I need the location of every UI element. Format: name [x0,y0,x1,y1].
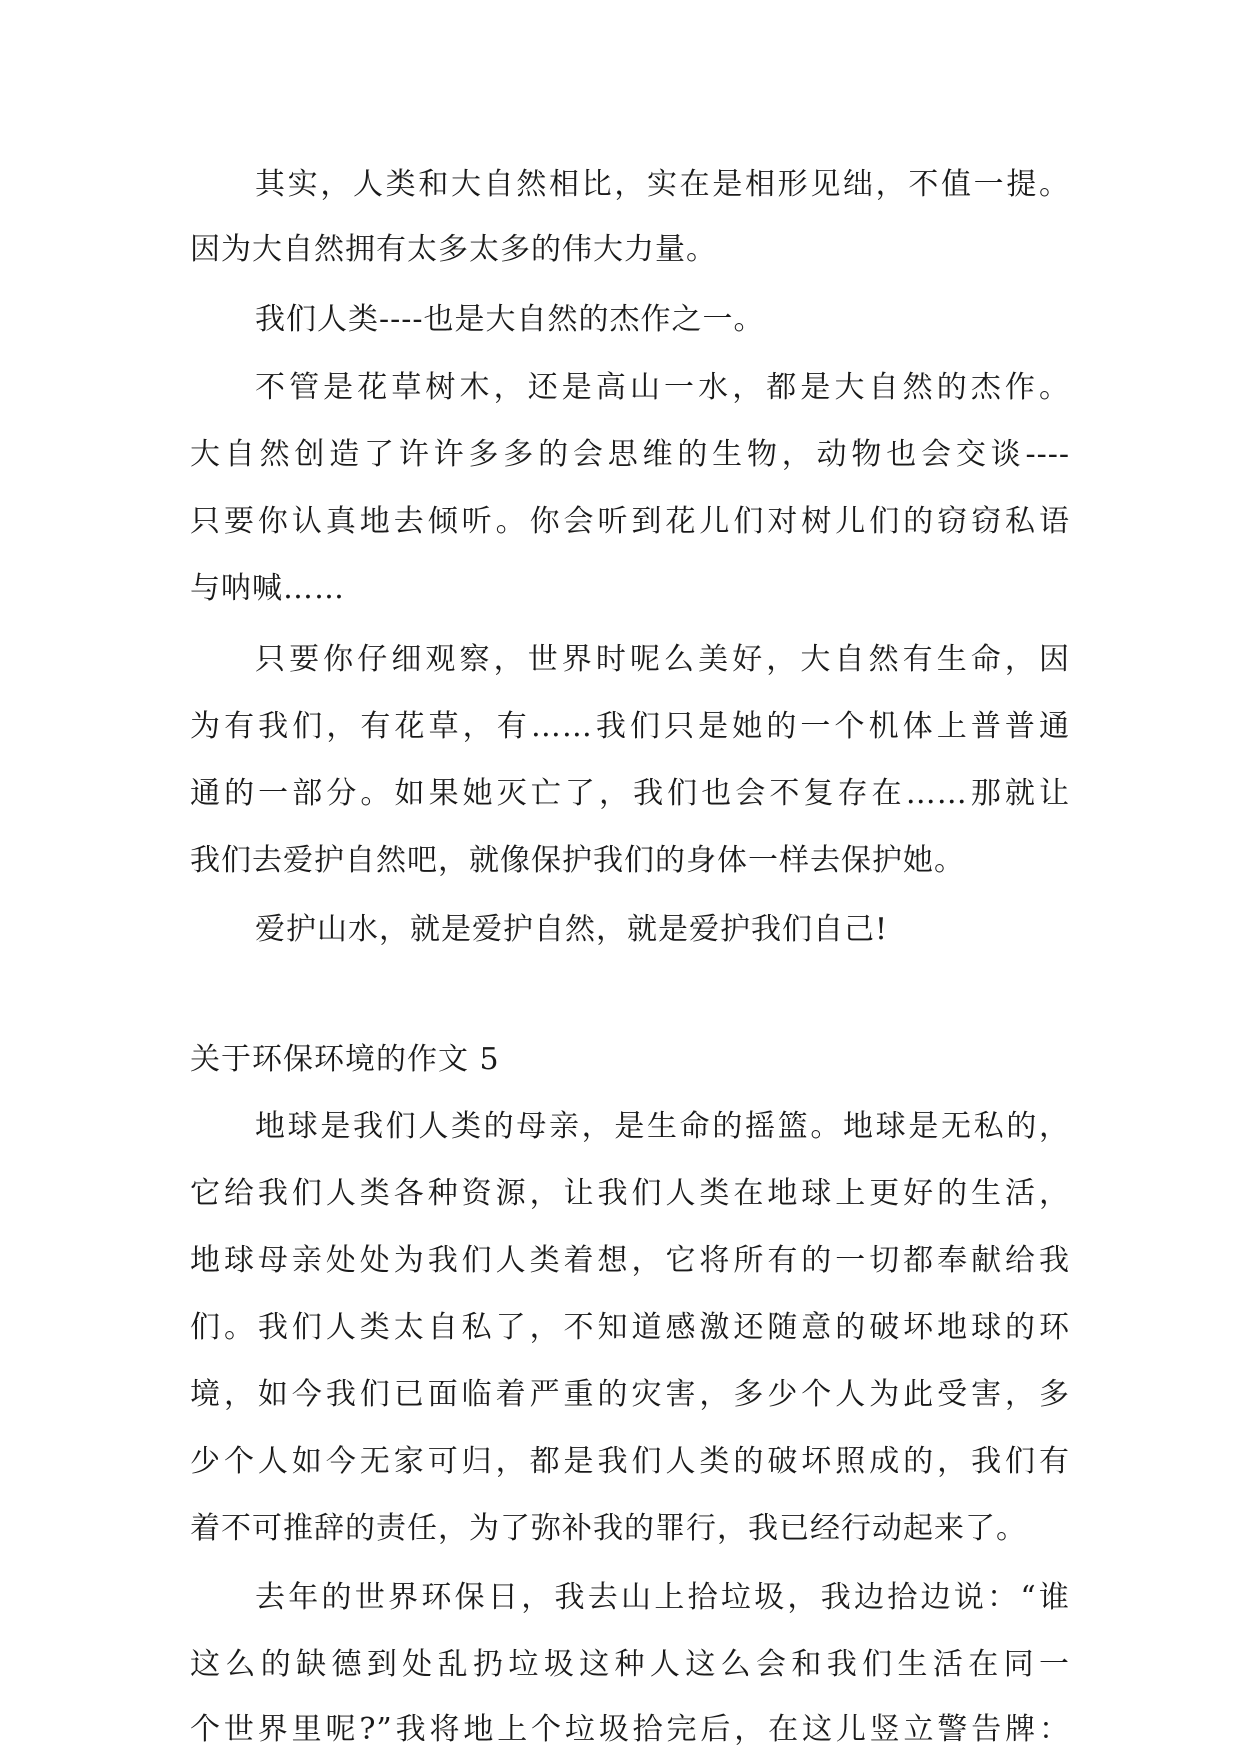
paragraph-line: 我们去爱护自然吧，就像保护我们的身体一样去保护她。 [190,843,965,878]
paragraph-line: 着不可推辞的责任，为了弥补我的罪行，我已经行动起来了。 [190,1511,1027,1546]
paragraph-line: 这么的缺德到处乱扔垃圾这种人这么会和我们生活在同一 [190,1647,1070,1682]
paragraph-line: 为有我们，有花草，有……我们只是她的一个机体上普普通 [190,709,1070,744]
paragraph-line: 它给我们人类各种资源，让我们人类在地球上更好的生活， [190,1176,1070,1211]
paragraph-line: 爱护山水，就是爱护自然，就是爱护我们自己! [255,912,889,947]
paragraph-line: 境，如今我们已面临着严重的灾害，多少个人为此受害，多 [190,1377,1070,1412]
paragraph-line: 地球是我们人类的母亲，是生命的摇篮。地球是无私的， [255,1109,1070,1144]
paragraph-line: 大自然创造了许许多多的会思维的生物，动物也会交谈---- [190,437,1070,472]
paragraph-line: 少个人如今无家可归，都是我们人类的破坏照成的，我们有 [190,1444,1070,1479]
paragraph-line: 只要你仔细观察，世界时呢么美好，大自然有生命，因 [255,642,1070,677]
paragraph-line: 我们人类----也是大自然的杰作之一。 [255,302,765,337]
section-heading: 关于环保环境的作文 5 [190,1042,500,1077]
paragraph-line: 与呐喊…… [190,571,345,606]
paragraph-line: 去年的世界环保日，我去山上拾垃圾，我边拾边说：“谁 [255,1580,1070,1615]
paragraph-line: 只要你认真地去倾听。你会听到花儿们对树儿们的窃窃私语 [190,504,1070,539]
paragraph-line: 因为大自然拥有太多太多的伟大力量。 [190,232,717,267]
paragraph-line: 不管是花草树木，还是高山一水，都是大自然的杰作。 [255,370,1070,405]
paragraph-line: 其实，人类和大自然相比，实在是相形见绌，不值一提。 [255,167,1070,202]
paragraph-line: 通的一部分。如果她灭亡了，我们也会不复存在……那就让 [190,776,1070,811]
paragraph-line: 们。我们人类太自私了，不知道感激还随意的破坏地球的环 [190,1310,1070,1345]
paragraph-line: 个世界里呢?”我将地上个垃圾拾完后，在这儿竖立警告牌： [190,1712,1070,1747]
paragraph-line: 地球母亲处处为我们人类着想，它将所有的一切都奉献给我 [190,1243,1070,1278]
